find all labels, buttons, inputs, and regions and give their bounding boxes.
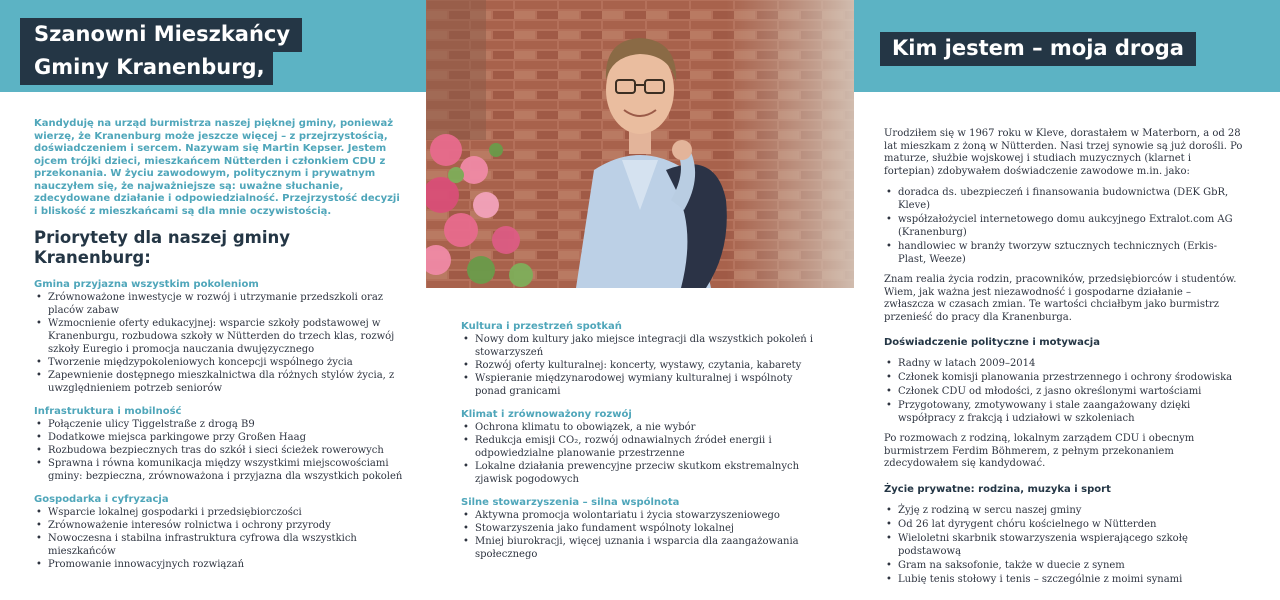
- section-heading: Kultura i przestrzeń spotkań: [461, 321, 622, 332]
- section-associations: [461, 496, 821, 561]
- bullet-list: [34, 291, 404, 395]
- bullet-list: [461, 421, 821, 486]
- list-item: • Żyję z rodziną w sercu naszej gminy: [884, 504, 1244, 517]
- list-item: • Zrównoważenie interesów rolnictwa i ochrony przyrody: [34, 519, 404, 532]
- bullet-list: [461, 509, 821, 561]
- section-heading: Infrastruktura i mobilność: [34, 406, 182, 417]
- jobs-list: [884, 186, 1244, 266]
- list-item: • Wspieranie międzynarodowej wymiany kulturalnej i wspólnoty ponad granicami: [461, 372, 821, 398]
- private-list: [884, 504, 1244, 586]
- list-item: • Połączenie ulicy Tiggelstraße z drogą B9: [34, 418, 404, 431]
- list-item: • Przygotowany, zmotywowany i stale zaangażowany dzięki współpracy z frakcją i udziałowi w szkoleniach: [884, 399, 1244, 425]
- list-item: • Wieloletni skarbnik stowarzyszenia wspierającego szkołę podstawową: [884, 532, 1244, 558]
- list-item: • Zrównoważone inwestycje w rozwój i utrzymanie przedszkoli oraz placów zabaw: [34, 291, 404, 317]
- right-column: [884, 128, 1244, 594]
- left-column: [34, 118, 404, 571]
- section-economy: [34, 493, 404, 571]
- section-heading: Klimat i zrównoważony rozwój: [461, 409, 632, 420]
- section-heading: Gospodarka i cyfryzacja: [34, 494, 169, 505]
- list-item: • Zapewnienie dostępnego mieszkalnictwa dla różnych stylów życia, z uwzględnieniem potrzeb seniorów: [34, 369, 404, 395]
- candidate-photo: [426, 0, 854, 288]
- list-item: • Członek CDU od młodości, z jasno określonymi wartościami: [884, 385, 1244, 398]
- list-item: • Wzmocnienie oferty edukacyjnej: wsparcie szkoły podstawowej w Kranenburgu, rozbudowa szkoły w Nütterden do trzech klas, rozwój szkoły Euregio i promocja nauczania dwujęzycznego: [34, 317, 404, 356]
- list-item: • Gram na saksofonie, także w duecie z synem: [884, 559, 1244, 572]
- list-item: • Aktywna promocja wolontariatu i życia stowarzyszeniowego: [461, 509, 821, 522]
- list-item: • Radny w latach 2009–2014: [884, 357, 1244, 370]
- list-item: • Rozbudowa bezpiecznych tras do szkół i sieci ścieżek rowerowych: [34, 444, 404, 457]
- political-list: [884, 357, 1244, 425]
- political-heading: Doświadczenie polityczne i motywacja: [884, 337, 1100, 348]
- private-heading: Życie prywatne: rodzina, muzyka i sport: [884, 483, 1111, 495]
- list-item: • Lokalne działania prewencyjne przeciw skutkom ekstremalnych zjawisk pogodowych: [461, 460, 821, 486]
- section-culture: [461, 320, 821, 398]
- section-infrastructure: [34, 405, 404, 483]
- list-item: • Rozwój oferty kulturalnej: koncerty, wystawy, czytania, kabarety: [461, 359, 821, 372]
- list-item: • Mniej biurokracji, więcej uznania i wsparcia dla zaangażowania społecznego: [461, 535, 821, 561]
- section-generations: [34, 278, 404, 395]
- bio-paragraph: Urodziłem się w 1967 roku w Kleve, dorastałem w Materborn, a od 28 lat mieszkam z żoną w Nütterden. Nasi trzej synowie są już dorośli. Po maturze, służbie wojskowej i studiach muzycznych (klarnet i fortepian) zdobywałem doświadczenie zawodowe m.in. jako:: [884, 128, 1243, 177]
- section-heading: Gmina przyjazna wszystkim pokoleniom: [34, 279, 259, 290]
- bullet-list: [461, 333, 821, 398]
- realia-paragraph: Znam realia życia rodzin, pracowników, przedsiębiorców i studentów. Wiem, jak ważna jest niezawodność i gospodarne działanie – zwłaszcza w czasach zmian. Te wartości chciałbym jako burmistrz przenieść do pracy dla Kranenburga.: [884, 274, 1237, 323]
- list-item: • Dodatkowe miejsca parkingowe przy Großen Haag: [34, 431, 404, 444]
- conversation-paragraph: Po rozmowach z rodziną, lokalnym zarządem CDU i obecnym burmistrzem Ferdim Böhmerem, z pełnym przekonaniem zdecydowałem się kandydować.: [884, 433, 1195, 469]
- list-item: • Redukcja emisji CO₂, rozwój odnawialnych źródeł energii i odpowiedzialne planowanie przestrzenne: [461, 434, 821, 460]
- middle-column: [461, 320, 821, 561]
- list-item: • Stowarzyszenia jako fundament wspólnoty lokalnej: [461, 522, 821, 535]
- section-climate: [461, 408, 821, 486]
- list-item: • Promowanie innowacyjnych rozwiązań: [34, 558, 404, 571]
- greeting-line-1: Szanowni Mieszkańcy: [20, 18, 302, 52]
- list-item: • Od 26 lat dyrygent chóru kościelnego w Nütterden: [884, 518, 1244, 531]
- list-item: • współzałożyciel internetowego domu aukcyjnego Extralot.com AG (Kranenburg): [884, 213, 1244, 239]
- priorities-title: Priorytety dla naszej gminy Kranenburg:: [34, 228, 290, 267]
- bullet-list: [34, 506, 404, 571]
- intro-text: Kandyduję na urząd burmistrza naszej pięknej gminy, ponieważ wierzę, że Kranenburg może jeszcze więcej – z przejrzystością, doświadczeniem i sercem. Nazywam się Martin Kepser. Jestem ojcem trójki dzieci, mieszkańcem Nütterden i członkiem CDU z przekonania. W życiu zawodowym, politycznym i prywatnym nauczyłem się, że najważniejsze są: uważne słuchanie, zdecydowane działanie i odpowiedzialność. Przejrzystość decyzji i bliskość z mieszkańcami są dla mnie oczywistością.: [34, 118, 400, 217]
- list-item: • Członek komisji planowania przestrzennego i ochrony środowiska: [884, 371, 1244, 384]
- list-item: • Nowoczesna i stabilna infrastruktura cyfrowa dla wszystkich mieszkańców: [34, 532, 404, 558]
- bullet-list: [34, 418, 404, 483]
- section-heading: Silne stowarzyszenia – silna wspólnota: [461, 497, 680, 508]
- list-item: • Wsparcie lokalnej gospodarki i przedsiębiorczości: [34, 506, 404, 519]
- list-item: • handlowiec w branży tworzyw sztucznych technicznych (Erkis-Plast, Weeze): [884, 240, 1244, 266]
- list-item: • Nowy dom kultury jako miejsce integracji dla wszystkich pokoleń i stowarzyszeń: [461, 333, 821, 359]
- greeting-line-2: Gminy Kranenburg,: [20, 51, 273, 85]
- list-item: • Tworzenie międzypokoleniowych koncepcji wspólnego życia: [34, 356, 404, 369]
- list-item: • Lubię tenis stołowy i tenis – szczególnie z moimi synami: [884, 573, 1244, 586]
- list-item: • doradca ds. ubezpieczeń i finansowania budownictwa (DEK GbR, Kleve): [884, 186, 1244, 212]
- list-item: • Sprawna i równa komunikacja między wszystkimi miejscowościami gminy: bezpieczna, zrównoważona i przyjazna dla wszystkich pokoleń: [34, 457, 404, 483]
- bio-heading: Kim jestem – moja droga: [880, 32, 1196, 66]
- list-item: • Ochrona klimatu to obowiązek, a nie wybór: [461, 421, 821, 434]
